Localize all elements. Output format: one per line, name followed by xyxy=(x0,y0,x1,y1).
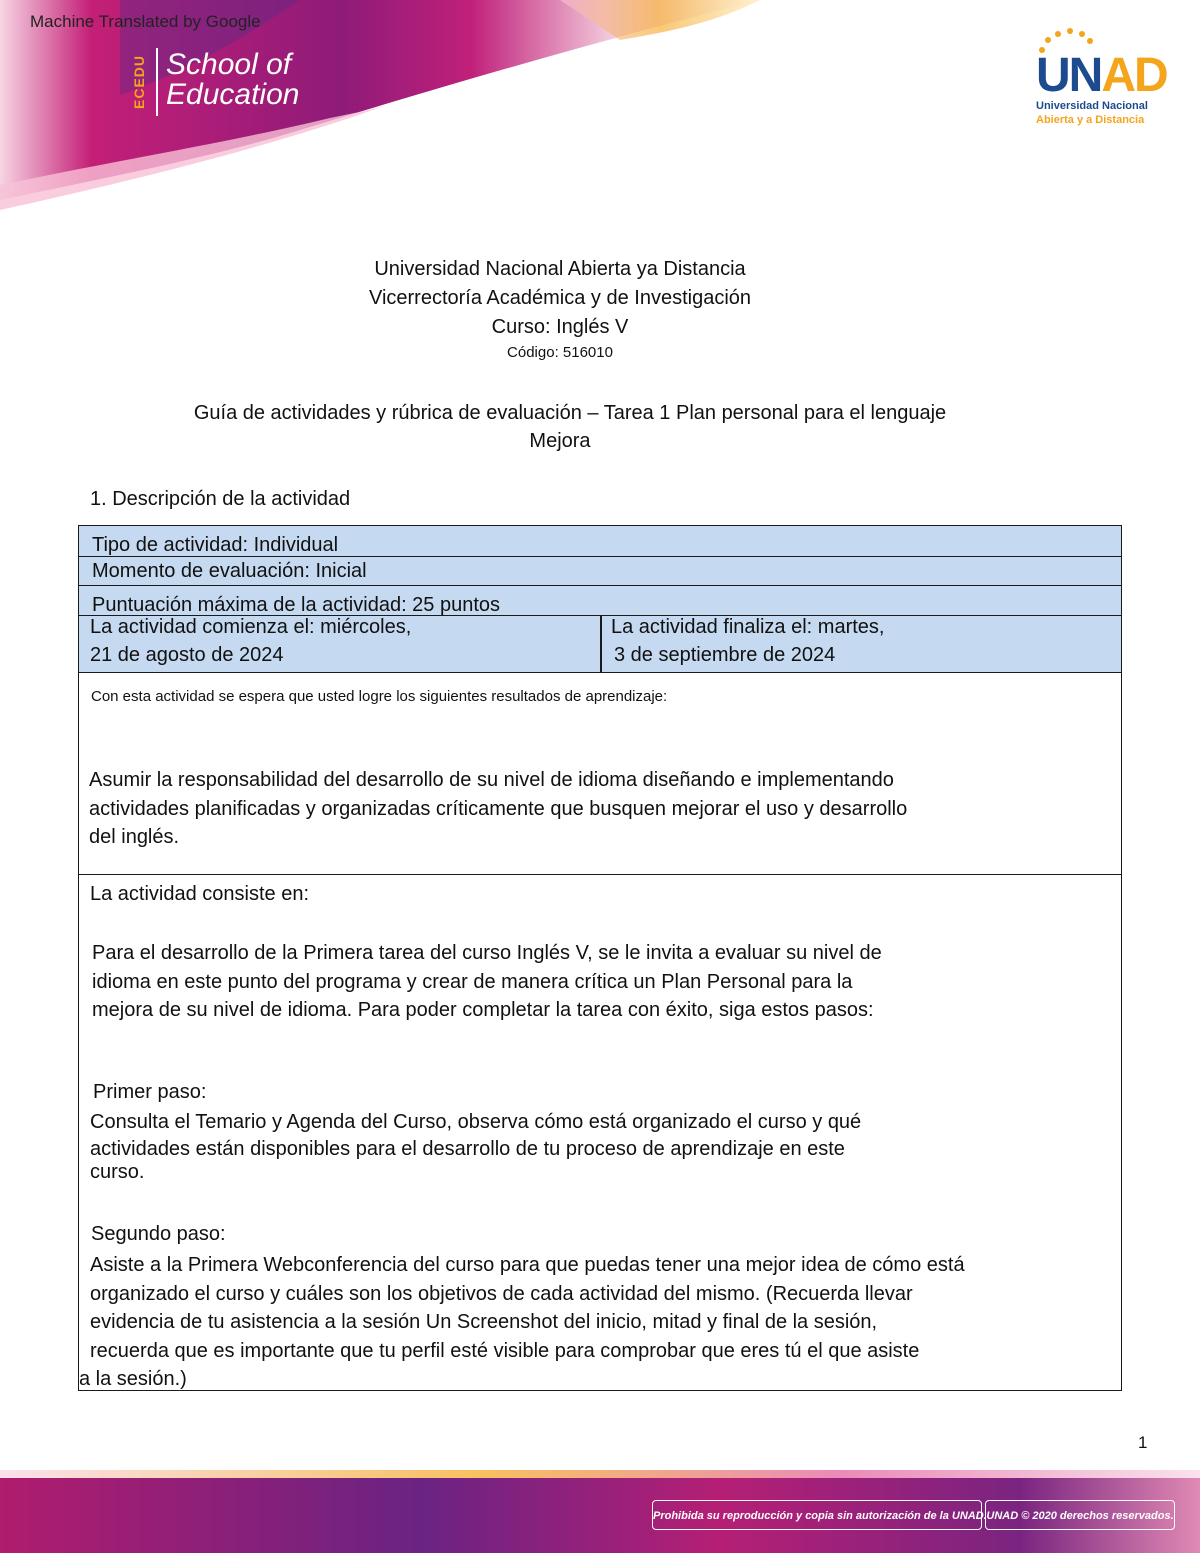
outcome-line: actividades planificadas y organizadas críticamente que busquen mejorar el uso y desarrollo xyxy=(89,797,908,820)
intro-line: mejora de su nivel de idioma. Para poder completar la tarea con éxito, siga estos pasos: xyxy=(92,999,874,1021)
header-banner xyxy=(0,0,1200,250)
activity-table xyxy=(78,525,1122,1391)
step2-line: organizado el curso y cuáles son los objetivos de cada actividad del mismo. (Recuerda llevar xyxy=(90,1282,913,1305)
guide-title-line1: Guía de actividades y rúbrica de evaluación – Tarea 1 Plan personal para el lenguaje xyxy=(193,402,947,424)
unad-wordmark: UNAD xyxy=(1036,49,1167,102)
intro-line: Para el desarrollo de la Primera tarea del curso Inglés V, se le invita a evaluar su nivel de xyxy=(92,942,882,964)
end-date-line2: 3 de septiembre de 2024 xyxy=(614,644,836,666)
section-heading: 1. Descripción de la actividad xyxy=(90,488,351,510)
guide-title-line2: Mejora xyxy=(529,430,591,452)
step2-paragraph xyxy=(79,1251,965,1394)
intro-paragraph xyxy=(92,939,882,1025)
step1-paragraph xyxy=(90,1109,861,1186)
step2-line: Asiste a la Primera Webconferencia del curso para que puedas tener una mejor idea de cómo está xyxy=(90,1254,965,1276)
unad-logo-line2: Abierta y a Distancia xyxy=(1036,114,1145,126)
outcome-text xyxy=(89,766,907,852)
step1-line: Consulta el Temario y Agenda del Curso, observa cómo está organizado el curso y qué xyxy=(90,1111,862,1133)
step1-line: curso. xyxy=(90,1161,145,1183)
step2-title: Segundo paso: xyxy=(91,1223,226,1245)
learning-outcomes-cell xyxy=(79,673,1121,875)
course-title: Curso: Inglés V xyxy=(491,316,629,338)
school-line1: School of xyxy=(166,48,292,81)
dates-row xyxy=(79,616,1121,673)
unad-logo-line1: Universidad Nacional xyxy=(1036,100,1148,112)
school-line2: Education xyxy=(166,78,300,111)
activity-description-cell xyxy=(79,875,1121,1390)
outcomes-intro: Con esta actividad se espera que usted logre los siguientes resultados de aprendizaje: xyxy=(91,688,668,705)
outcome-line: del inglés. xyxy=(89,826,180,848)
max-score: Puntuación máxima de la actividad: 25 puntos xyxy=(92,594,501,616)
end-date-line1: La actividad finaliza el: martes, xyxy=(611,616,885,638)
activity-type-row xyxy=(79,526,1121,557)
consists-title: La actividad consiste en: xyxy=(90,883,310,905)
start-date-line2: 21 de agosto de 2024 xyxy=(90,644,284,666)
unad-logo xyxy=(1030,30,1170,140)
evaluation-moment-row xyxy=(79,557,1121,586)
university-title: Universidad Nacional Abierta ya Distancia xyxy=(374,258,746,280)
outcome-line: Asumir la responsabilidad del desarrollo de su nivel de idioma diseñando e implementando xyxy=(89,769,894,791)
step2-line: evidencia de tu asistencia a la sesión Un Screenshot del inicio, mitad y final de la sesión, xyxy=(90,1311,878,1333)
ecedu-label: ECEDU xyxy=(131,54,148,110)
step1-title: Primer paso: xyxy=(93,1081,207,1103)
dates-divider xyxy=(600,616,602,672)
evaluation-moment: Momento de evaluación: Inicial xyxy=(92,560,367,582)
step1-line: actividades están disponibles para el desarrollo de tu proceso de aprendizaje en este xyxy=(90,1138,845,1160)
machine-translation-note: Machine Translated by Google xyxy=(30,12,261,31)
footer-notice: Prohibida su reproducción y copia sin autorización de la UNAD. xyxy=(652,1500,982,1530)
page-number: 1 xyxy=(1138,1433,1148,1452)
step2-line: recuerda que es importante que tu perfil esté visible para comprobar que eres tú el que asiste xyxy=(90,1339,920,1362)
activity-type: Tipo de actividad: Individual xyxy=(92,534,339,556)
intro-line: idioma en este punto del programa y crear de manera crítica un Plan Personal para la xyxy=(92,970,853,993)
max-score-row xyxy=(79,586,1121,616)
school-of-education-logo xyxy=(166,50,299,110)
vice-rectory-title: Vicerrectoría Académica y de Investigación xyxy=(368,287,752,309)
footer-rights: UNAD © 2020 derechos reservados. xyxy=(985,1500,1175,1530)
course-code: Código: 516010 xyxy=(507,344,613,361)
start-date-line1: La actividad comienza el: miércoles, xyxy=(90,616,412,638)
step2-line: a la sesión.) xyxy=(79,1368,187,1390)
